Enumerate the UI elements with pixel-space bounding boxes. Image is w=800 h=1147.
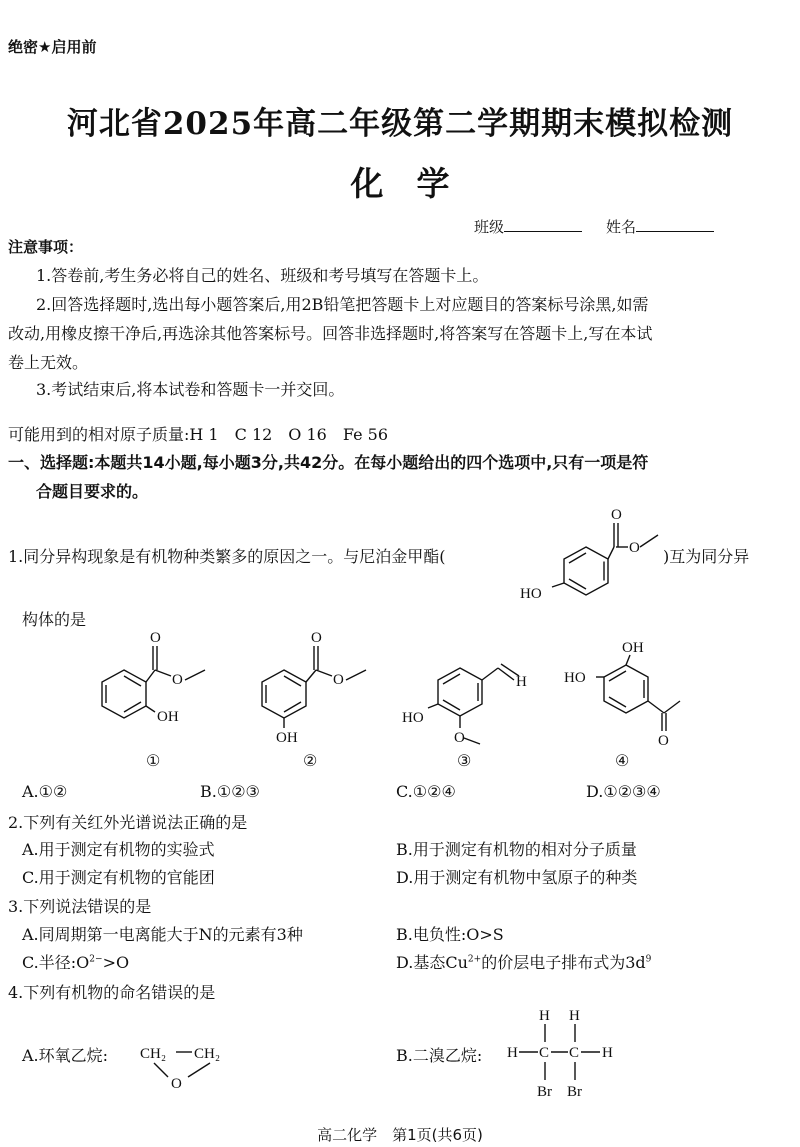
atomic-masses: 可能用到的相对原子质量:H 1 C 12 O 16 Fe 56 bbox=[8, 425, 389, 444]
confidential-label: 绝密★启用前 bbox=[8, 38, 97, 56]
name-field bbox=[606, 216, 714, 237]
q3-option-b: B.电负性:O>S bbox=[396, 925, 504, 944]
structure-3-o-methoxy: O bbox=[454, 730, 465, 746]
q1-stem-part2: )互为同分异 bbox=[663, 547, 750, 566]
section-1-line2: 合题目要求的。 bbox=[36, 482, 149, 501]
notice-item-2-line1: 2.回答选择题时,选出每小题答案后,用2B铅笔把答题卡上对应题目的答案标号涂黑,如需 bbox=[36, 295, 649, 314]
structure-1-o-ester: O bbox=[172, 672, 183, 688]
q2-option-d: D.用于测定有机物中氢原子的种类 bbox=[396, 868, 638, 887]
q1-stem-line2: 构体的是 bbox=[22, 610, 87, 629]
name-blank bbox=[636, 217, 714, 232]
structure-2-o-carbonyl: O bbox=[311, 630, 322, 646]
q3-option-d-mid: 的价层电子排布式为3d bbox=[481, 953, 646, 972]
page-footer: 高二化学 第1页(共6页) bbox=[317, 1126, 483, 1144]
structure-4-oh: OH bbox=[622, 640, 644, 656]
marker-2: ② bbox=[303, 751, 318, 770]
dibromoethane-h-top-right: H bbox=[569, 1008, 580, 1024]
notice-item-3: 3.考试结束后,将本试卷和答题卡一并交回。 bbox=[36, 380, 345, 399]
ethylene-oxide-o: O bbox=[171, 1076, 182, 1092]
q4-stem: 4.下列有机物的命名错误的是 bbox=[8, 983, 216, 1002]
class-blank bbox=[504, 217, 582, 232]
structure-1 bbox=[95, 630, 225, 730]
class-label: 班级 bbox=[474, 218, 505, 236]
methylparaben-o-ester: O bbox=[629, 540, 640, 556]
dibromoethane-c-right: C bbox=[569, 1045, 580, 1061]
subject-title: 化 学 bbox=[350, 164, 450, 203]
q3-option-c bbox=[22, 950, 129, 973]
exam-title: 河北省2025年高二年级第二学期期末模拟检测 bbox=[66, 106, 734, 142]
structure-4-o-ketone: O bbox=[658, 733, 669, 747]
structure-4-ho: HO bbox=[564, 670, 586, 686]
dibromoethane-h-top-left: H bbox=[539, 1008, 550, 1024]
q1-option-d: D.①②③④ bbox=[586, 782, 661, 801]
q3-option-d bbox=[396, 950, 651, 973]
q3-option-c-prefix: C.半径:O bbox=[22, 953, 90, 972]
q3-option-c-suffix: >O bbox=[102, 953, 130, 972]
q3-option-d-exponent: 9 bbox=[645, 954, 652, 965]
q3-option-c-charge: 2− bbox=[89, 954, 103, 965]
methylparaben-ho: HO bbox=[520, 586, 542, 600]
class-field bbox=[474, 216, 582, 237]
structure-2 bbox=[250, 630, 380, 745]
structure-1-oh: OH bbox=[157, 709, 179, 725]
q3-option-d-charge: 2+ bbox=[467, 954, 482, 965]
ethylene-oxide-ch2-left: CH₂ bbox=[140, 1046, 167, 1062]
q2-option-c: C.用于测定有机物的官能团 bbox=[22, 868, 215, 887]
notice-item-2-line3: 卷上无效。 bbox=[8, 353, 89, 372]
structure-2-oh: OH bbox=[276, 730, 298, 745]
q1-option-b: B.①②③ bbox=[200, 782, 260, 801]
q1-option-c: C.①②④ bbox=[396, 782, 456, 801]
dibromoethane-br-right: Br bbox=[567, 1084, 582, 1100]
structure-3 bbox=[398, 640, 548, 750]
dibromoethane-structure bbox=[502, 1002, 632, 1102]
structure-3-ho: HO bbox=[402, 710, 424, 726]
q1-stem-part1: 1.同分异构现象是有机物种类繁多的原因之一。与尼泊金甲酯( bbox=[8, 547, 446, 566]
q3-stem: 3.下列说法错误的是 bbox=[8, 897, 152, 916]
marker-1: ① bbox=[146, 751, 161, 770]
q3-option-d-prefix: D.基态Cu bbox=[396, 953, 468, 972]
ethylene-oxide-ch2-right: CH₂ bbox=[194, 1046, 221, 1062]
q2-option-b: B.用于测定有机物的相对分子质量 bbox=[396, 840, 637, 859]
structure-3-aldehyde-h: H bbox=[516, 674, 527, 690]
marker-4: ④ bbox=[615, 751, 630, 770]
q2-option-a: A.用于测定有机物的实验式 bbox=[22, 840, 215, 859]
q4-option-b-label: B.二溴乙烷: bbox=[396, 1046, 483, 1065]
dibromoethane-h-right: H bbox=[602, 1045, 613, 1061]
structure-4 bbox=[560, 635, 700, 747]
dibromoethane-br-left: Br bbox=[537, 1084, 552, 1100]
methylparaben-structure bbox=[510, 505, 670, 600]
dibromoethane-h-left: H bbox=[507, 1045, 518, 1061]
section-1-line1: 一、选择题:本题共14小题,每小题3分,共42分。在每小题给出的四个选项中,只有一项是符 bbox=[8, 453, 649, 472]
structure-1-o-carbonyl: O bbox=[150, 630, 161, 646]
q2-stem: 2.下列有关红外光谱说法正确的是 bbox=[8, 813, 248, 832]
notice-item-1: 1.答卷前,考生务必将自己的姓名、班级和考号填写在答题卡上。 bbox=[36, 266, 489, 285]
dibromoethane-c-left: C bbox=[539, 1045, 550, 1061]
marker-3: ③ bbox=[457, 751, 472, 770]
structure-2-o-ester: O bbox=[333, 672, 344, 688]
q4-option-a-label: A.环氧乙烷: bbox=[22, 1046, 109, 1065]
q1-option-a: A.①② bbox=[22, 782, 68, 801]
notice-item-2-line2: 改动,用橡皮擦干净后,再选涂其他答案标号。回答非选择题时,将答案写在答题卡上,写在本试 bbox=[8, 324, 653, 343]
name-label: 姓名 bbox=[606, 218, 637, 236]
q3-option-a: A.同周期第一电离能大于N的元素有3种 bbox=[22, 925, 303, 944]
methylparaben-o-carbonyl: O bbox=[611, 507, 622, 523]
notice-heading: 注意事项： bbox=[8, 238, 84, 256]
ethylene-oxide-structure bbox=[136, 1032, 246, 1094]
